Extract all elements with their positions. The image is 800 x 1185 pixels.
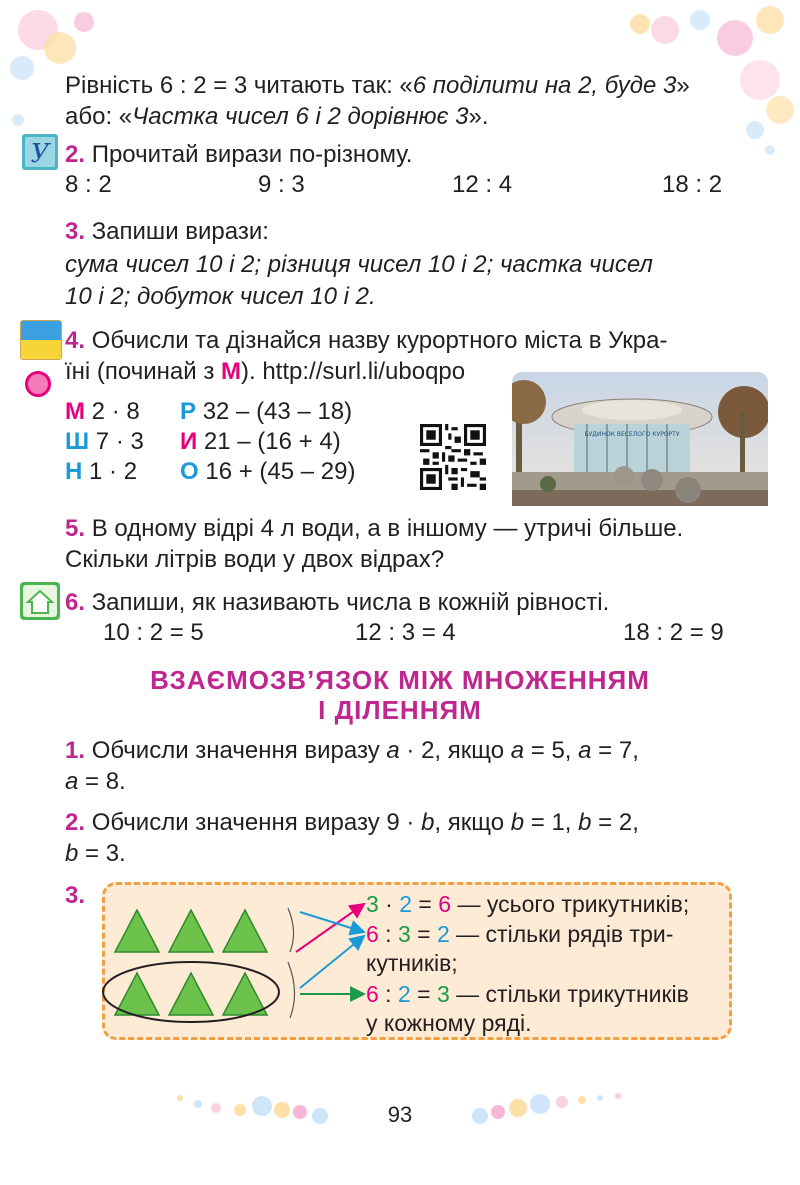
task4-row (180, 426, 341, 457)
s2-text: = 2, (591, 809, 639, 836)
eq-op: = (412, 891, 439, 917)
task4-text-1: Обчисли та дізнайся назву курортного міста в Укра- (91, 327, 668, 354)
cipher-expr: 1 · 2 (89, 458, 138, 485)
expression: 8 : 2 (65, 171, 112, 198)
cipher-expr: 2 · 8 (91, 398, 140, 425)
cipher-expr: 21 – (16 + 4) (203, 428, 341, 455)
intro-text-e: ». (468, 103, 489, 130)
cipher-expr: 16 + (45 – 29) (205, 458, 356, 485)
page-number: 93 (387, 1102, 413, 1127)
task3-text: Запиши вирази: (91, 218, 269, 245)
task6-number: 6. (65, 589, 86, 616)
intro-quote-2: Частка чисел 6 і 2 дорівнює 3 (132, 103, 469, 130)
task3-number: 3. (65, 218, 86, 245)
s1-text: · 2, якщо (399, 737, 511, 764)
eq-op: = (410, 921, 437, 947)
eq-term: 3 (436, 981, 450, 1007)
intro-text-c: » (676, 72, 690, 99)
expression: 12 : 4 (452, 171, 513, 198)
var-a: а (65, 768, 79, 795)
cipher-expr: 32 – (43 – 18) (202, 398, 353, 425)
cipher-expr: 7 · 3 (95, 428, 144, 455)
resort-photo (512, 372, 768, 506)
s2-text: , якщо (434, 809, 511, 836)
eq-text: — стільки трикутників (449, 981, 689, 1007)
triangle (115, 973, 159, 1015)
s1-text: = 8. (78, 768, 126, 795)
task3-heading (65, 216, 269, 247)
task4-line-2 (65, 356, 465, 387)
task5-text-1: В одному відрі 4 л води, а в іншому — утричі більше. (91, 515, 684, 542)
task4-link-text: ). http://surl.li/uboqpo (241, 358, 466, 385)
triangle (169, 910, 213, 952)
triangle (223, 973, 267, 1015)
s1-line-1 (65, 735, 639, 766)
triangle (115, 910, 159, 952)
task4-row (180, 396, 352, 427)
s2-text: = 1, (524, 809, 579, 836)
eq-op: : (378, 981, 398, 1007)
task6-heading (65, 587, 609, 618)
task4-text-2a: їні (починай з (65, 358, 221, 385)
triangles-diagram (102, 882, 392, 1040)
task4-row (65, 456, 137, 487)
var-a: а (510, 737, 525, 764)
task4-number: 4. (65, 327, 86, 354)
triangle (223, 910, 267, 952)
s2-line-2 (65, 838, 126, 869)
s1-line-2 (65, 766, 126, 797)
var-a: а (578, 737, 592, 764)
intro-quote-1: 6 поділити на 2, буде 3 (412, 72, 677, 99)
task2-heading (65, 139, 412, 170)
task5-line-1 (65, 513, 683, 544)
qr-code-icon[interactable] (420, 424, 486, 490)
section-title-line-2: І ДІЛЕННЯМ (318, 695, 482, 725)
cipher-letter: И (180, 428, 198, 455)
brace-top (288, 908, 294, 952)
expression: 18 : 2 (662, 171, 723, 198)
task2-number: 2. (65, 141, 86, 168)
triangle (169, 973, 213, 1015)
task3-line-2: 10 і 2; добуток чисел 10 і 2. (65, 283, 376, 310)
eq-term: 6 (366, 921, 379, 947)
photo-sign: БУДИНОК ВЕСЕЛОГО КУРОРТУ (584, 431, 680, 438)
eq-op: · (378, 891, 400, 917)
cipher-letter: Н (65, 458, 83, 485)
s3-eq-2-cont: кутників; (366, 950, 458, 976)
s1-text: = 7, (591, 737, 639, 764)
task5-line-2: Скільки літрів води у двох відрах? (65, 546, 445, 573)
s2-text: = 3. (78, 840, 126, 867)
s2-line-1 (65, 807, 639, 838)
intro-text-d: або: « (65, 103, 133, 130)
cipher-letter: Р (180, 398, 197, 425)
eq-text: — усього трикутників; (451, 891, 690, 917)
ukraine-flag-icon (20, 320, 62, 360)
cipher-letter: О (180, 458, 199, 485)
eq-term: 3 (397, 921, 411, 947)
s1-text: = 5, (524, 737, 579, 764)
eq-op: = (410, 981, 437, 1007)
task6-equalities (0, 619, 800, 650)
cipher-letter: Ш (65, 428, 90, 455)
s3-num: 3. (65, 882, 86, 909)
var-b: b (578, 809, 592, 836)
s3-eq-3 (366, 979, 689, 1010)
s1-number: 1. (65, 737, 86, 764)
var-a: а (386, 737, 400, 764)
s3-eq-3-cont: у кожному ряді. (366, 1010, 532, 1036)
equality: 18 : 2 = 9 (623, 619, 724, 646)
task4-row (65, 426, 144, 457)
s3-eq-1 (366, 889, 689, 920)
equality: 12 : 3 = 4 (355, 619, 456, 646)
intro-line-1 (65, 70, 690, 101)
task2-text: Прочитай вирази по-різному. (91, 141, 413, 168)
intro-line-2 (65, 101, 489, 132)
eq-op: : (378, 921, 398, 947)
start-letter: М (221, 358, 241, 385)
s3-number (65, 880, 85, 911)
eq-text: — стільки рядів три- (449, 921, 674, 947)
home-icon (20, 582, 60, 620)
task5-number: 5. (65, 515, 86, 542)
var-b: b (510, 809, 525, 836)
s2-number: 2. (65, 809, 86, 836)
brace-bottom (288, 962, 295, 1018)
arrow-blue-2 (300, 936, 364, 988)
eq-term: 2 (436, 921, 450, 947)
handwriting-icon (22, 134, 58, 170)
arrow-blue-1 (300, 912, 364, 932)
eq-term: 2 (397, 981, 411, 1007)
s2-text: Обчисли значення виразу 9 · (91, 809, 422, 836)
s3-eq-2 (366, 919, 673, 950)
task4-row (65, 396, 140, 427)
expression: 9 : 3 (258, 171, 305, 198)
eq-term: 6 (438, 891, 452, 917)
eq-term: 3 (366, 891, 379, 917)
eq-term: 6 (366, 981, 379, 1007)
task3-line-1: сума чисел 10 і 2; різниця чисел 10 і 2; частка чисел (65, 251, 653, 278)
s1-text: Обчисли значення виразу (91, 737, 387, 764)
task4-row (180, 456, 355, 487)
section-title-line-1: ВЗАЄМОЗВ’ЯЗОК МІЖ МНОЖЕННЯМ (150, 665, 650, 695)
task4-line-1 (65, 325, 667, 356)
pink-dot-icon (25, 371, 51, 397)
task2-expressions (0, 171, 800, 202)
var-b: b (65, 840, 79, 867)
task6-text: Запиши, як називають числа в кожній рівності. (91, 589, 610, 616)
var-b: b (421, 809, 435, 836)
equality: 10 : 2 = 5 (103, 619, 204, 646)
cipher-letter: М (65, 398, 85, 425)
eq-term: 2 (399, 891, 413, 917)
intro-text-a: Рівність 6 : 2 = 3 читають так: « (65, 72, 413, 99)
svg-text:У: У (30, 139, 50, 169)
